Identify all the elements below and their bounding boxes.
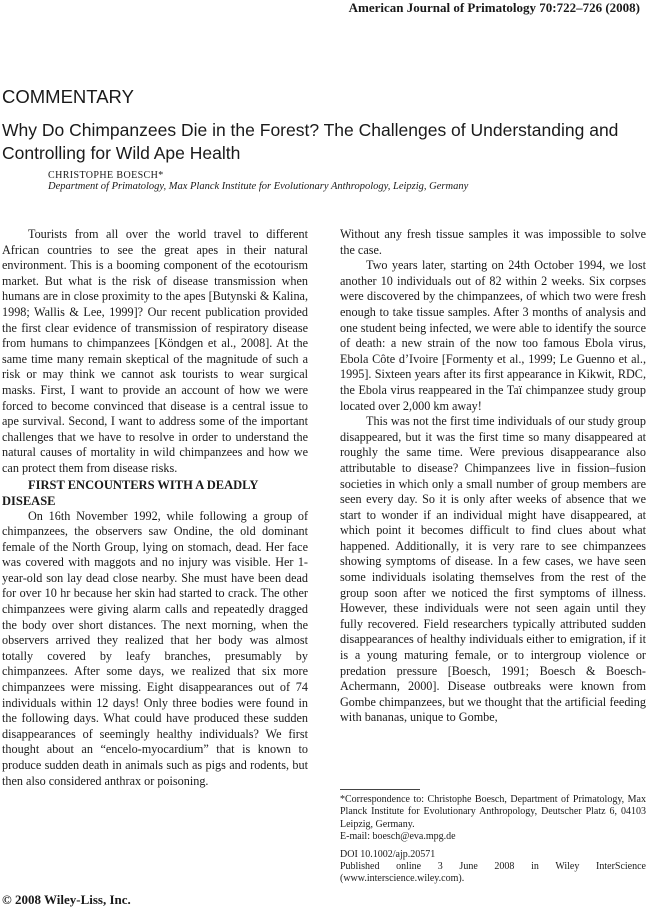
footnote xyxy=(340,794,646,886)
journal-citation: American Journal of Primatology 70:722–726 (2008) xyxy=(348,0,640,15)
section-label: COMMENTARY xyxy=(2,86,134,107)
published-note: Published online 3 June 2008 in Wiley InterScience (www.interscience.wiley.com). xyxy=(340,861,646,885)
right-column xyxy=(340,227,646,726)
disappearance-paragraph: This was not the first time individuals of our study group disappeared, but it was the first time so many disappeared at roughly the same time. Were previous disappearance also attributable to disease? Chimpanzees live in fission–fusion societies in which only a small number of group members are seen every day. So it is only after weeks of absence that we start to wonder if an individual might have disappeared, at which point it becomes difficult to find clues about what happened. Additionally, it is very rare to see chimpanzees showing symptoms of disease. In a few cases, we have seen some individuals isolating themselves from the rest of the group soon after we noticed the first symptoms of illness. However, these individuals were not seen again until they fully recovered. Field researchers typically attributed sudden disappearances of healthy individuals either to emigration, if it is a young maturing female, or to intergroup violence or predation pressure [Boesch, 1991; Boesch & Boesch-Achermann, 2000]. Disease outbreaks were known from Gombe chimpanzees, but we thought that the artificial feeding with bananas, unique to Gombe, xyxy=(340,414,646,725)
intro-paragraph: Tourists from all over the world travel to different African countries to see the great apes in their natural environment. This is a booming component of the ecotourism market. But what is the risk of disease transmission when humans are in close proximity to the apes [Butynski & Kalina, 1998; Wallis & Lee, 1999]? Our recent publication provided the first clear evidence of transmission of respiratory disease from humans to chimpanzees [Köndgen et al., 2008]. At the same time many remain skeptical of the magnitude of such a risk or may think we cannot ask tourists to wear surgical masks. First, I want to provide an account of how we were forced to become convinced that disease is a central issue to ape survival. Second, I want to address some of the important challenges that we have to resolve in order to understand the natural causes of mortality in wild chimpanzees and how we can protect them from disease risks. xyxy=(2,227,308,475)
article-title: Why Do Chimpanzees Die in the Forest? The Challenges of Understanding and Controlling for Wild Ape Health xyxy=(2,120,619,163)
section-heading: FIRST ENCOUNTERS WITH A DEADLY DISEASE xyxy=(2,477,258,508)
author-name: CHRISTOPHE BOESCH* xyxy=(48,170,164,181)
footnote-divider xyxy=(340,789,420,790)
continued-paragraph: Without any fresh tissue samples it was impossible to solve the case. xyxy=(340,227,646,257)
author-affiliation: Department of Primatology, Max Planck Institute for Evolutionary Anthropology, Leipzig, Germany xyxy=(48,181,469,192)
correspondence-note: *Correspondence to: Christophe Boesch, Department of Primatology, Max Planck Institute for Evolutionary Anthropology, Deutscher Platz 6, 04103 Leipzig, Germany. xyxy=(340,794,646,830)
left-column xyxy=(2,227,308,789)
email-link[interactable]: E-mail: boesch@eva.mpg.de xyxy=(340,831,456,843)
ebola-paragraph: Two years later, starting on 24th October 1994, we lost another 10 individuals out of 82 within 2 weeks. Six corpses were discovered by the chimpanzees, of which two were fresh enough to take tissue samples. After 3 months of analysis and one student being infected, we were able to identify the source of death: a new strain of the now too famous Ebola virus, Ebola Côte d’Ivoire [Formenty et al., 1999; Le Guenno et al., 1995]. Sixteen years after its first appearance in Kikwit, RDC, the Ebola virus reappeared in the Taï chimpanzee study group located over 2,000 km away! xyxy=(340,258,646,413)
section-paragraph: On 16th November 1992, while following a group of chimpanzees, the observers saw Ondine, the old dominant female of the North Group, lying on stomach, dead. Her face was covered with maggots and no injury was visible. Her 1-year-old son lay dead close nearby. She must have been dead for over 10 hr because her skin had started to crack. The other chimpanzees were giving alarm calls and repeatedly dragged the body over short distances. The next morning, when the observers arrived they realized that her body was almost totally covered by leafy branches, presumably by chimpanzees. After some days, we realized that six more chimpanzees were missing. Eight disappearances out of 74 individuals within 12 days! Only three bodies were found in the following days. What could have produced these sudden disappearances of seemingly healthy individuals? We first thought about an “encelo-myocardium” that is known to produce sudden death in animals such as pigs and rodents, but then also considered anthrax or poisoning. xyxy=(2,508,308,788)
doi-text: DOI 10.1002/ajp.20571 xyxy=(340,848,436,860)
copyright-notice: © 2008 Wiley-Liss, Inc. xyxy=(2,892,131,907)
